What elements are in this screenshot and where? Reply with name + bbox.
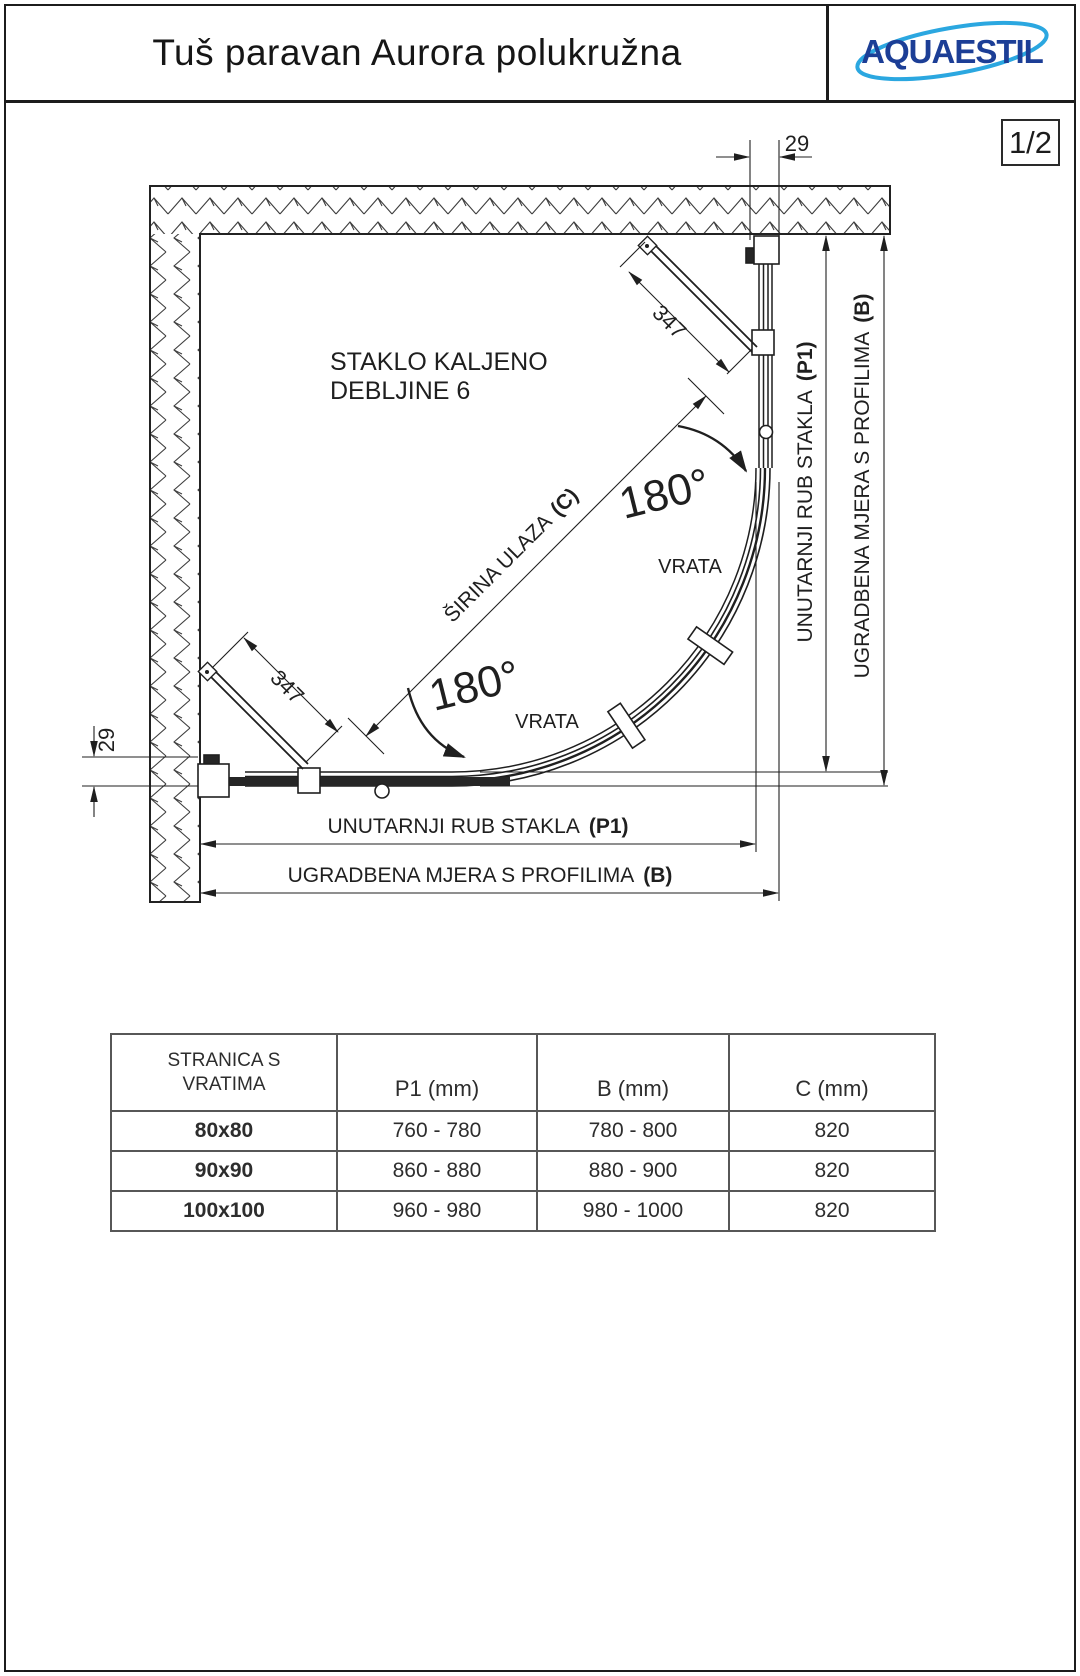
table-header-side-line2: VRATIMA — [182, 1073, 266, 1095]
table-row — [111, 1111, 935, 1151]
dim-347-bottom-value: 347 — [265, 664, 310, 709]
table-header-side — [111, 1034, 337, 1111]
table-cell-b: 880 - 900 — [537, 1151, 729, 1191]
dim-29-left-value: 29 — [94, 727, 119, 753]
top-wall-profile — [754, 236, 779, 264]
top-hinge-pivot — [760, 426, 773, 439]
document-title: Tuš paravan Aurora polukružna — [152, 32, 682, 73]
dim-347-top-value: 347 — [647, 299, 692, 344]
table-row — [111, 1151, 935, 1191]
dimension-table — [110, 1033, 936, 1232]
bottom-rail — [228, 777, 510, 786]
glass-door-assembly — [245, 264, 772, 786]
p1-bottom-label: UNUTARNJI RUB STAKLA (P1) — [327, 815, 629, 838]
table-header-c: C (mm) — [729, 1034, 935, 1111]
bottom-connector — [298, 768, 320, 793]
door-label-top: VRATA — [658, 556, 722, 578]
table-cell-size: 80x80 — [111, 1111, 337, 1151]
angle-top-label: 180° — [614, 459, 715, 529]
bottom-wall-bracket — [198, 764, 229, 797]
table-row — [111, 1191, 935, 1231]
table-cell-c: 820 — [729, 1111, 935, 1151]
table-cell-c: 820 — [729, 1151, 935, 1191]
panel-top-hinge-pin-icon — [645, 244, 649, 248]
dim-347-top — [620, 242, 752, 374]
table-cell-p1: 860 - 880 — [337, 1151, 537, 1191]
wall-left-hatch — [150, 234, 200, 902]
angle-bottom-label: 180° — [424, 651, 525, 721]
page-number: 1/2 — [1008, 124, 1053, 160]
table-cell-size: 100x100 — [111, 1191, 337, 1231]
profiles — [198, 236, 779, 798]
door-label-bottom: VRATA — [515, 711, 579, 733]
glass-note-line2: DEBLJINE 6 — [330, 377, 471, 405]
bottom-bracket-knob — [204, 755, 219, 764]
table-cell-b: 780 - 800 — [537, 1111, 729, 1151]
b-bottom-label: UGRADBENA MJERA S PROFILIMA (B) — [287, 864, 673, 887]
table-header-b: B (mm) — [537, 1034, 729, 1111]
table-header-row — [111, 1034, 935, 1111]
bottom-hinge-pivot — [375, 784, 389, 798]
table-cell-c: 820 — [729, 1191, 935, 1231]
table-cell-b: 980 - 1000 — [537, 1191, 729, 1231]
glass-note-line1: STAKLO KALJENO — [330, 348, 548, 376]
dim-29-top-value: 29 — [784, 131, 810, 156]
entry-width-label: ŠIRINA ULAZA(C) — [439, 483, 584, 628]
table-cell-size: 90x90 — [111, 1151, 337, 1191]
p1-vertical-label: UNUTARNJI RUB STAKLA(P1) — [794, 341, 817, 643]
table-cell-p1: 960 - 980 — [337, 1191, 537, 1231]
table-cell-p1: 760 - 780 — [337, 1111, 537, 1151]
b-vertical-label: UGRADBENA MJERA S PROFILIMA(B) — [851, 293, 874, 679]
logo-text: AQUAESTIL — [861, 33, 1043, 70]
glass-arc-1 — [452, 468, 756, 772]
top-connector — [752, 330, 774, 355]
table-header-p1: P1 (mm) — [337, 1034, 537, 1111]
table-header-side-line1: STRANICA S — [167, 1049, 281, 1071]
panel-bottom-hinge-pin-icon — [205, 670, 209, 674]
